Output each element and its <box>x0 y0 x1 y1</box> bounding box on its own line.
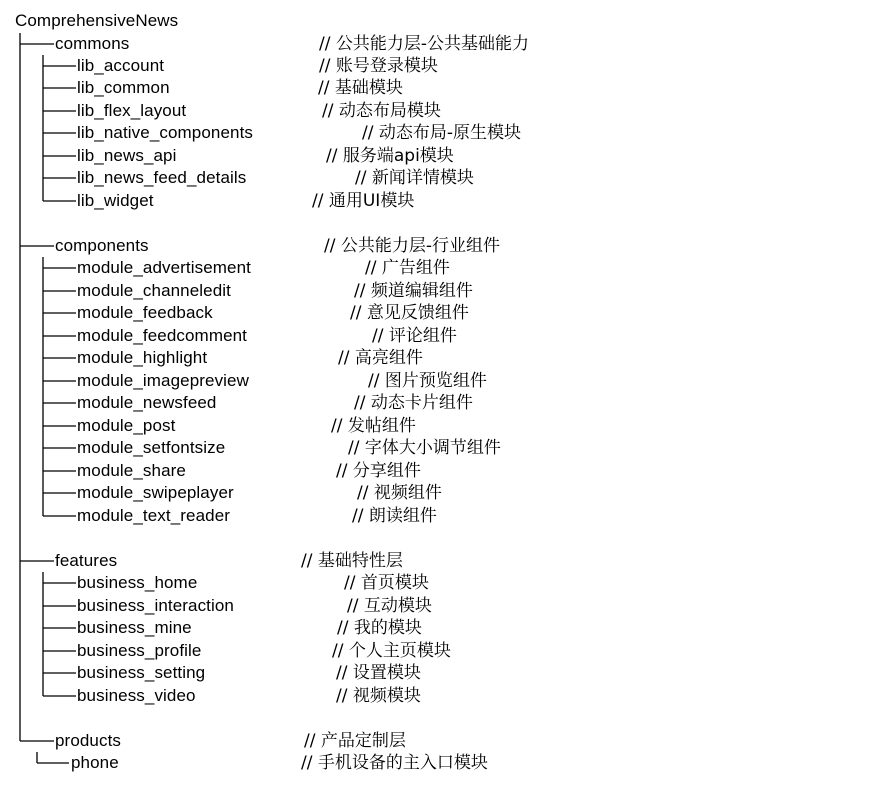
module-comment: // 视频模块 <box>336 686 421 706</box>
module-label: lib_flex_layout <box>77 101 187 120</box>
module-comment: // 我的模块 <box>337 618 422 638</box>
module-label: phone <box>71 753 119 772</box>
module-comment: // 服务端api模块 <box>326 146 454 166</box>
module-comment: // 新闻详情模块 <box>355 168 474 188</box>
module-label: module_advertisement <box>77 258 251 277</box>
group-folder-label: features <box>55 551 118 570</box>
module-label: module_setfontsize <box>77 438 226 457</box>
module-comment: // 账号登录模块 <box>319 56 438 76</box>
module-label: lib_native_components <box>77 123 253 142</box>
module-comment: // 基础模块 <box>318 78 403 98</box>
root-folder-label: ComprehensiveNews <box>15 11 179 30</box>
module-label: module_newsfeed <box>77 393 217 412</box>
module-label: lib_news_feed_details <box>77 168 247 187</box>
module-comment: // 动态卡片组件 <box>354 393 473 413</box>
module-label: module_feedback <box>77 303 213 322</box>
group-folder-label: commons <box>55 34 130 53</box>
module-label: module_feedcomment <box>77 326 248 345</box>
module-label: module_text_reader <box>77 506 231 525</box>
module-comment: // 互动模块 <box>347 596 432 616</box>
module-comment: // 朗读组件 <box>352 506 437 526</box>
module-comment: // 动态布局-原生模块 <box>362 123 521 143</box>
module-comment: // 意见反馈组件 <box>350 303 469 323</box>
module-label: module_channeledit <box>77 281 231 300</box>
group-folder-label: components <box>55 236 149 255</box>
module-comment: // 分享组件 <box>336 461 421 481</box>
module-comment: // 通用UI模块 <box>312 191 415 211</box>
module-label: lib_widget <box>77 191 154 210</box>
module-comment: // 设置模块 <box>336 663 421 683</box>
module-comment: // 频道编辑组件 <box>354 281 473 301</box>
module-comment: // 字体大小调节组件 <box>348 438 501 458</box>
module-label: business_video <box>77 686 196 705</box>
module-label: business_mine <box>77 618 192 637</box>
module-comment: // 首页模块 <box>344 573 429 593</box>
module-comment: // 动态布局模块 <box>322 101 441 121</box>
module-label: module_share <box>77 461 186 480</box>
module-comment: // 视频组件 <box>357 483 442 503</box>
group-comment: // 基础特性层 <box>301 551 403 571</box>
group-folder-label: products <box>55 731 122 750</box>
group-comment: // 公共能力层-公共基础能力 <box>319 34 529 54</box>
module-comment: // 个人主页模块 <box>332 641 451 661</box>
module-label: lib_common <box>77 78 170 97</box>
module-comment: // 发帖组件 <box>331 416 416 436</box>
module-label: business_profile <box>77 641 202 660</box>
module-label: business_home <box>77 573 198 592</box>
module-label: module_imagepreview <box>77 371 249 390</box>
module-comment: // 广告组件 <box>365 258 450 278</box>
module-label: lib_news_api <box>77 146 177 165</box>
module-comment: // 手机设备的主入口模块 <box>301 753 488 773</box>
module-label: module_highlight <box>77 348 208 367</box>
group-comment: // 产品定制层 <box>304 731 406 751</box>
module-label: business_setting <box>77 663 206 682</box>
module-comment: // 评论组件 <box>372 326 457 346</box>
module-comment: // 图片预览组件 <box>368 371 487 391</box>
module-label: module_post <box>77 416 176 435</box>
module-label: business_interaction <box>77 596 234 615</box>
group-comment: // 公共能力层-行业组件 <box>324 236 500 256</box>
module-comment: // 高亮组件 <box>338 348 423 368</box>
module-label: module_swipeplayer <box>77 483 234 502</box>
module-label: lib_account <box>77 56 165 75</box>
